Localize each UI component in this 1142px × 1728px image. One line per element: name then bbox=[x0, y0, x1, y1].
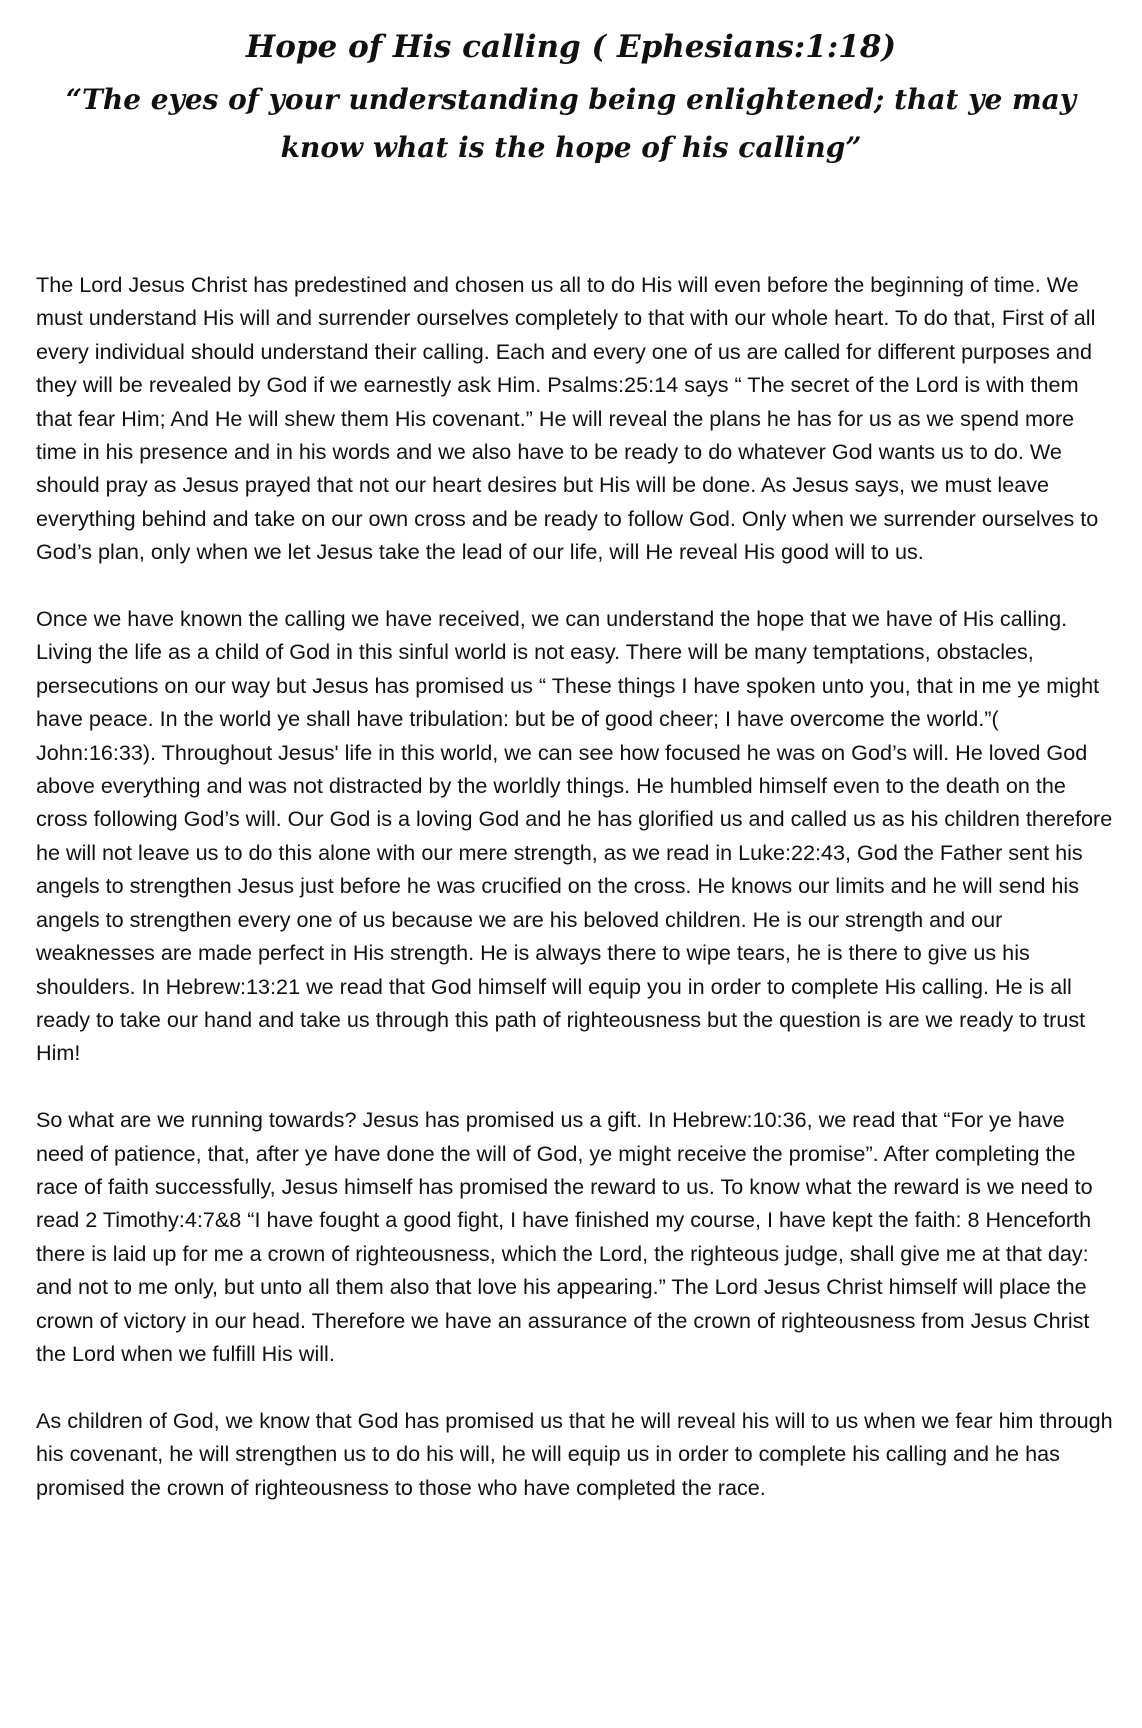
page-subtitle-verse: “The eyes of your understanding being enlightened; that ye may know what is the hope of his calling” bbox=[65, 83, 1077, 164]
paragraph-2: Once we have known the calling we have received, we can understand the hope that we have of His calling. Living the life as a child of God in this sinful world is not easy. There will be many temptations, obstacles, persecutions on our way but Jesus has promised us “ These things I have spoken unto you, that in me ye might have peace. In the world ye shall have tribulation: but be of good cheer; I have overcome the world.”( John:16:33). Throughout Jesus' life in this world, we can see how focused he was on God’s will. He loved God above everything and was not distracted by the worldly things. He humbled himself even to the death on the cross following God’s will. Our God is a loving God and he has glorified us and called us as his children therefore he will not leave us to do this alone with our mere strength, as we read in Luke:22:43, God the Father sent his angels to strengthen Jesus just before he was crucified on the cross. He knows our limits and he will send his angels to strengthen every one of us because we are his beloved children. He is our strength and our weaknesses are made perfect in His strength. He is always there to wipe tears, he is there to give us his shoulders. In Hebrew:13:21 we read that God himself will equip you in order to complete His calling. He is all ready to take our hand and take us through this path of righteousness but the question is are we ready to trust Him! bbox=[36, 606, 1113, 1066]
paragraph-4: As children of God, we know that God has promised us that he will reveal his will to us when we fear him through his covenant, he will strengthen us to do his will, he will equip us in order to complete his calling and he has promised the crown of righteousness to those who have completed the race. bbox=[36, 1407, 1113, 1500]
document-body bbox=[36, 268, 1116, 1537]
page-title: Hope of His calling ( Ephesians:1:18) bbox=[245, 29, 897, 65]
paragraph-1: The Lord Jesus Christ has predestined and chosen us all to do His will even before the beginning of time. We must understand His will and surrender ourselves completely to that with our whole heart. To do that, First of all every individual should understand their calling. Each and every one of us are called for different purposes and they will be revealed by God if we earnestly ask Him. Psalms:25:14 says “ The secret of the Lord is with them that fear Him; And He will shew them His covenant.” He will reveal the plans he has for us as we spend more time in his presence and in his words and we also have to be ready to do whatever God wants us to do. We should pray as Jesus prayed that not our heart desires but His will be done. As Jesus says, we must leave everything behind and take on our own cross and be ready to follow God. Only when we surrender ourselves to God’s plan, only when we let Jesus take the lead of our life, will He reveal His good will to us. bbox=[36, 272, 1099, 565]
paragraph-3: So what are we running towards? Jesus has promised us a gift. In Hebrew:10:36, we read that “For ye have need of patience, that, after ye have done the will of God, ye might receive the promise”. After completing the race of faith successfully, Jesus himself has promised the reward to us. To know what the reward is we need to read 2 Timothy:4:7&8 “I have fought a good fight, I have finished my course, I have kept the faith: 8 Henceforth there is laid up for me a crown of righteousness, which the Lord, the righteous judge, shall give me at that day: and not to me only, but unto all them also that love his appearing.” The Lord Jesus Christ himself will place the crown of victory in our head. Therefore we have an assurance of the crown of righteousness from Jesus Christ the Lord when we fulfill His will. bbox=[36, 1107, 1093, 1366]
